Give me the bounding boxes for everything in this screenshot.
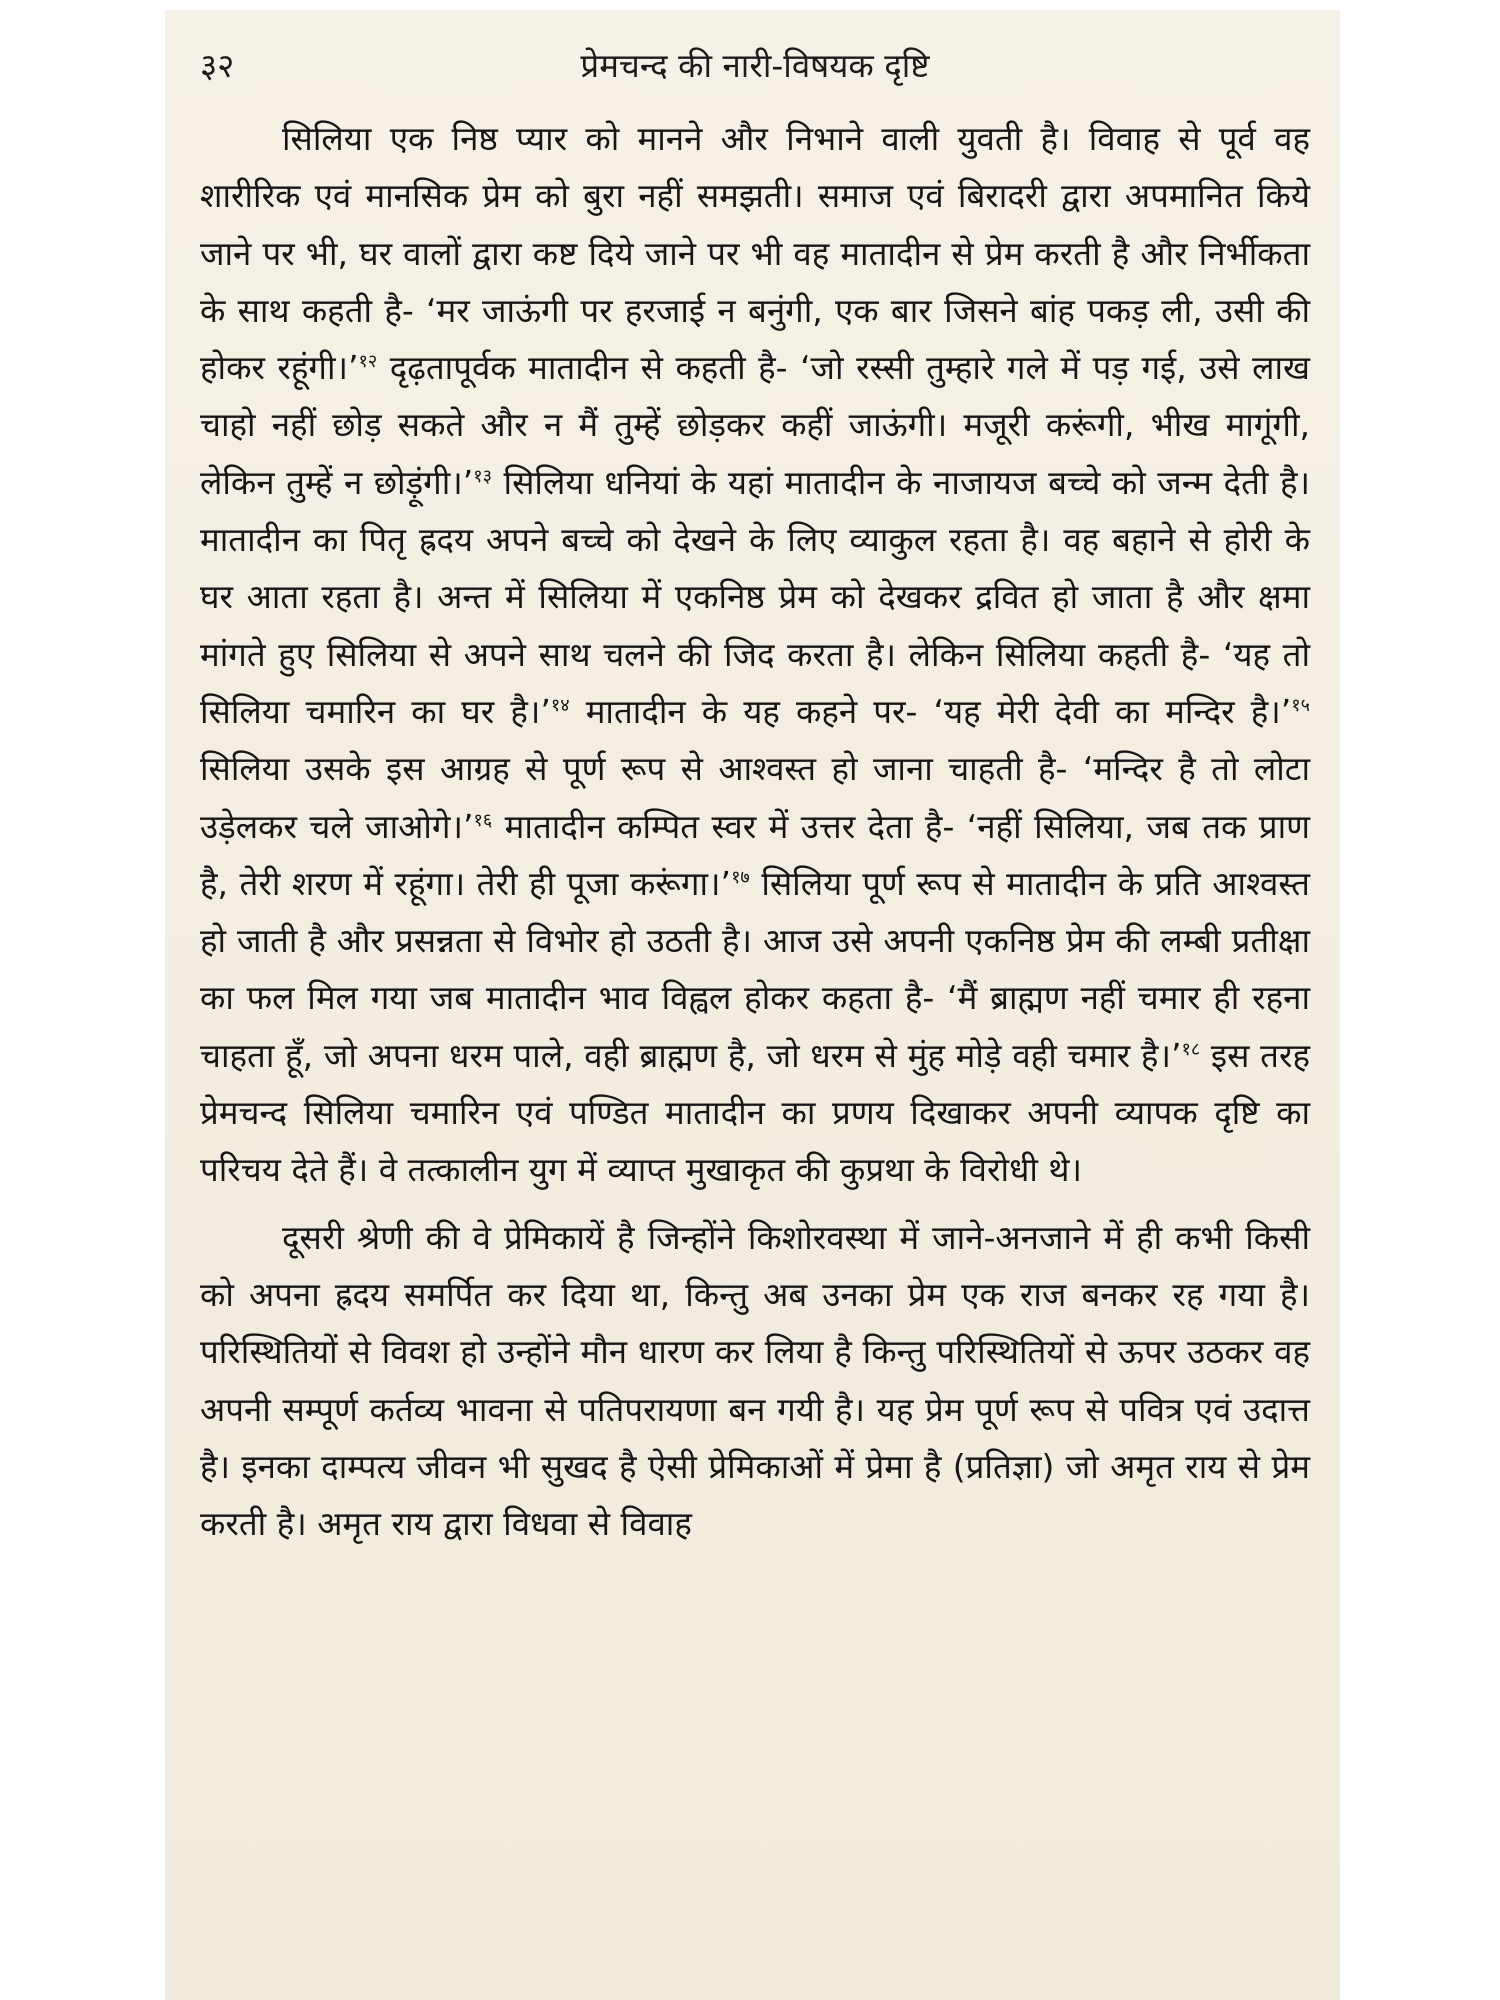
footnote-ref-14: १४ xyxy=(550,694,570,716)
paragraph-2: दूसरी श्रेणी की वे प्रेमिकायें है जिन्होंने किशोरवस्था में जाने-अनजाने में ही कभी किसी को अपना ह्रदय समर्पित कर दिया था, किन्तु अब उनका प्रेम एक राज बनकर रह गया है। परिस्थितियों से विवश हो उन्होंने मौन धारण कर लिया है किन्तु परिस्थितियों से ऊपर उठकर वह अपनी सम्पूर्ण कर्तव्य भावना से पतिपरायणा बन गयी है। यह प्रेम पूर्ण रूप से पवित्र एवं उदात्त है। इनका दाम्पत्य जीवन भी सुखद है ऐसी प्रेमिकाओं में प्रेमा है (प्रतिज्ञा) जो अमृत राय से प्रेम करती है। अमृत राय द्वारा विधवा से विवाह xyxy=(200,1217,1310,1544)
body-text xyxy=(200,110,1310,1552)
footnote-ref-13: १३ xyxy=(473,465,493,487)
footnote-ref-16: १६ xyxy=(473,809,493,831)
text-run: सिलिया एक निष्ठ प्यार को मानने और निभाने वाली युवती है। विवाह से पूर्व वह शारीरिक एवं मानसिक प्रेम को बुरा नहीं समझती। समाज एवं बिरादरी द्वारा अपमानित किये जाने पर भी, घर वालों द्वारा कष्ट दिये जाने पर भी वह मातादीन से प्रेम करती है और निर्भीकता के साथ कहती है- ‘मर जाऊंगी पर हरजाई न बनुंगी, एक बार जिसने बांह पकड़ ली, उसी की होकर रहूंगी।’ xyxy=(200,119,1310,388)
paragraph-1 xyxy=(200,110,1310,1199)
running-head xyxy=(200,36,1310,96)
footnote-ref-12: १२ xyxy=(358,351,378,373)
footnote-ref-15: १५ xyxy=(1291,694,1310,716)
text-run: दृढ़तापूर्वक मातादीन से कहती है- ‘जो रस्सी तुम्हारे गले में पड़ गई, उसे लाख चाहो नहीं छोड़ सकते और न मैं तुम्हें छोड़कर कहीं जाऊंगी। मजूरी करूंगी, भीख मागूंगी, लेकिन तुम्हें न छोड़ूंगी।’ xyxy=(200,348,1310,502)
text-run: सिलिया उसके इस आग्रह से पूर्ण रूप से आश्वस्त हो जाना चाहती है- ‘मन्दिर है तो लोटा उड़ेलकर चले जाओगे।’ xyxy=(200,749,1310,846)
chapter-title: प्रेमचन्द की नारी-विषयक दृष्टि xyxy=(580,46,930,85)
footnote-ref-17: १७ xyxy=(731,866,750,888)
text-run: मातादीन कम्पित स्वर में उत्तर देता है- ‘नहीं सिलिया, जब तक प्राण है, तेरी शरण में रहूंगा। तेरी ही पूजा करूंगा।’ xyxy=(200,806,1310,903)
footnote-ref-18: १८ xyxy=(1181,1038,1201,1060)
text-run: मातादीन के यह कहने पर- ‘यह मेरी देवी का मन्दिर है।’ xyxy=(569,691,1292,731)
text-run: सिलिया धनियां के यहां मातादीन के नाजायज बच्चे को जन्म देती है। मातादीन का पितृ ह्रदय अपने बच्चे को देखने के लिए व्याकुल रहता है। वह बहाने से होरी के घर आता रहता है। अन्त में सिलिया में एकनिष्ठ प्रेम को देखकर द्रवित हो जाता है और क्षमा मांगते हुए सिलिया से अपने साथ चलने की जिद करता है। लेकिन सिलिया कहती है- ‘यह तो सिलिया चमारिन का घर है।’ xyxy=(200,462,1310,731)
text-run: इस तरह प्रेमचन्द सिलिया चमारिन एवं पण्डित मातादीन का प्रणय दिखाकर अपनी व्यापक दृष्टि का परिचय देते हैं। वे तत्कालीन युग में व्याप्त मुखाकृत की कुप्रथा के विरोधी थे। xyxy=(200,1035,1310,1190)
text-run: सिलिया पूर्ण रूप से मातादीन के प्रति आश्वस्त हो जाती है और प्रसन्नता से विभोर हो उठती है। आज उसे अपनी एकनिष्ठ प्रेम की लम्बी प्रतीक्षा का फल मिल गया जब मातादीन भाव विह्वल होकर कहता है- ‘मैं ब्राह्मण नहीं चमार ही रहना चाहता हूँ, जो अपना धरम पाले, वही ब्राह्मण है, जो धरम से मुंह मोड़े वही चमार है।’ xyxy=(200,863,1310,1075)
page-number: ३२ xyxy=(200,46,235,85)
